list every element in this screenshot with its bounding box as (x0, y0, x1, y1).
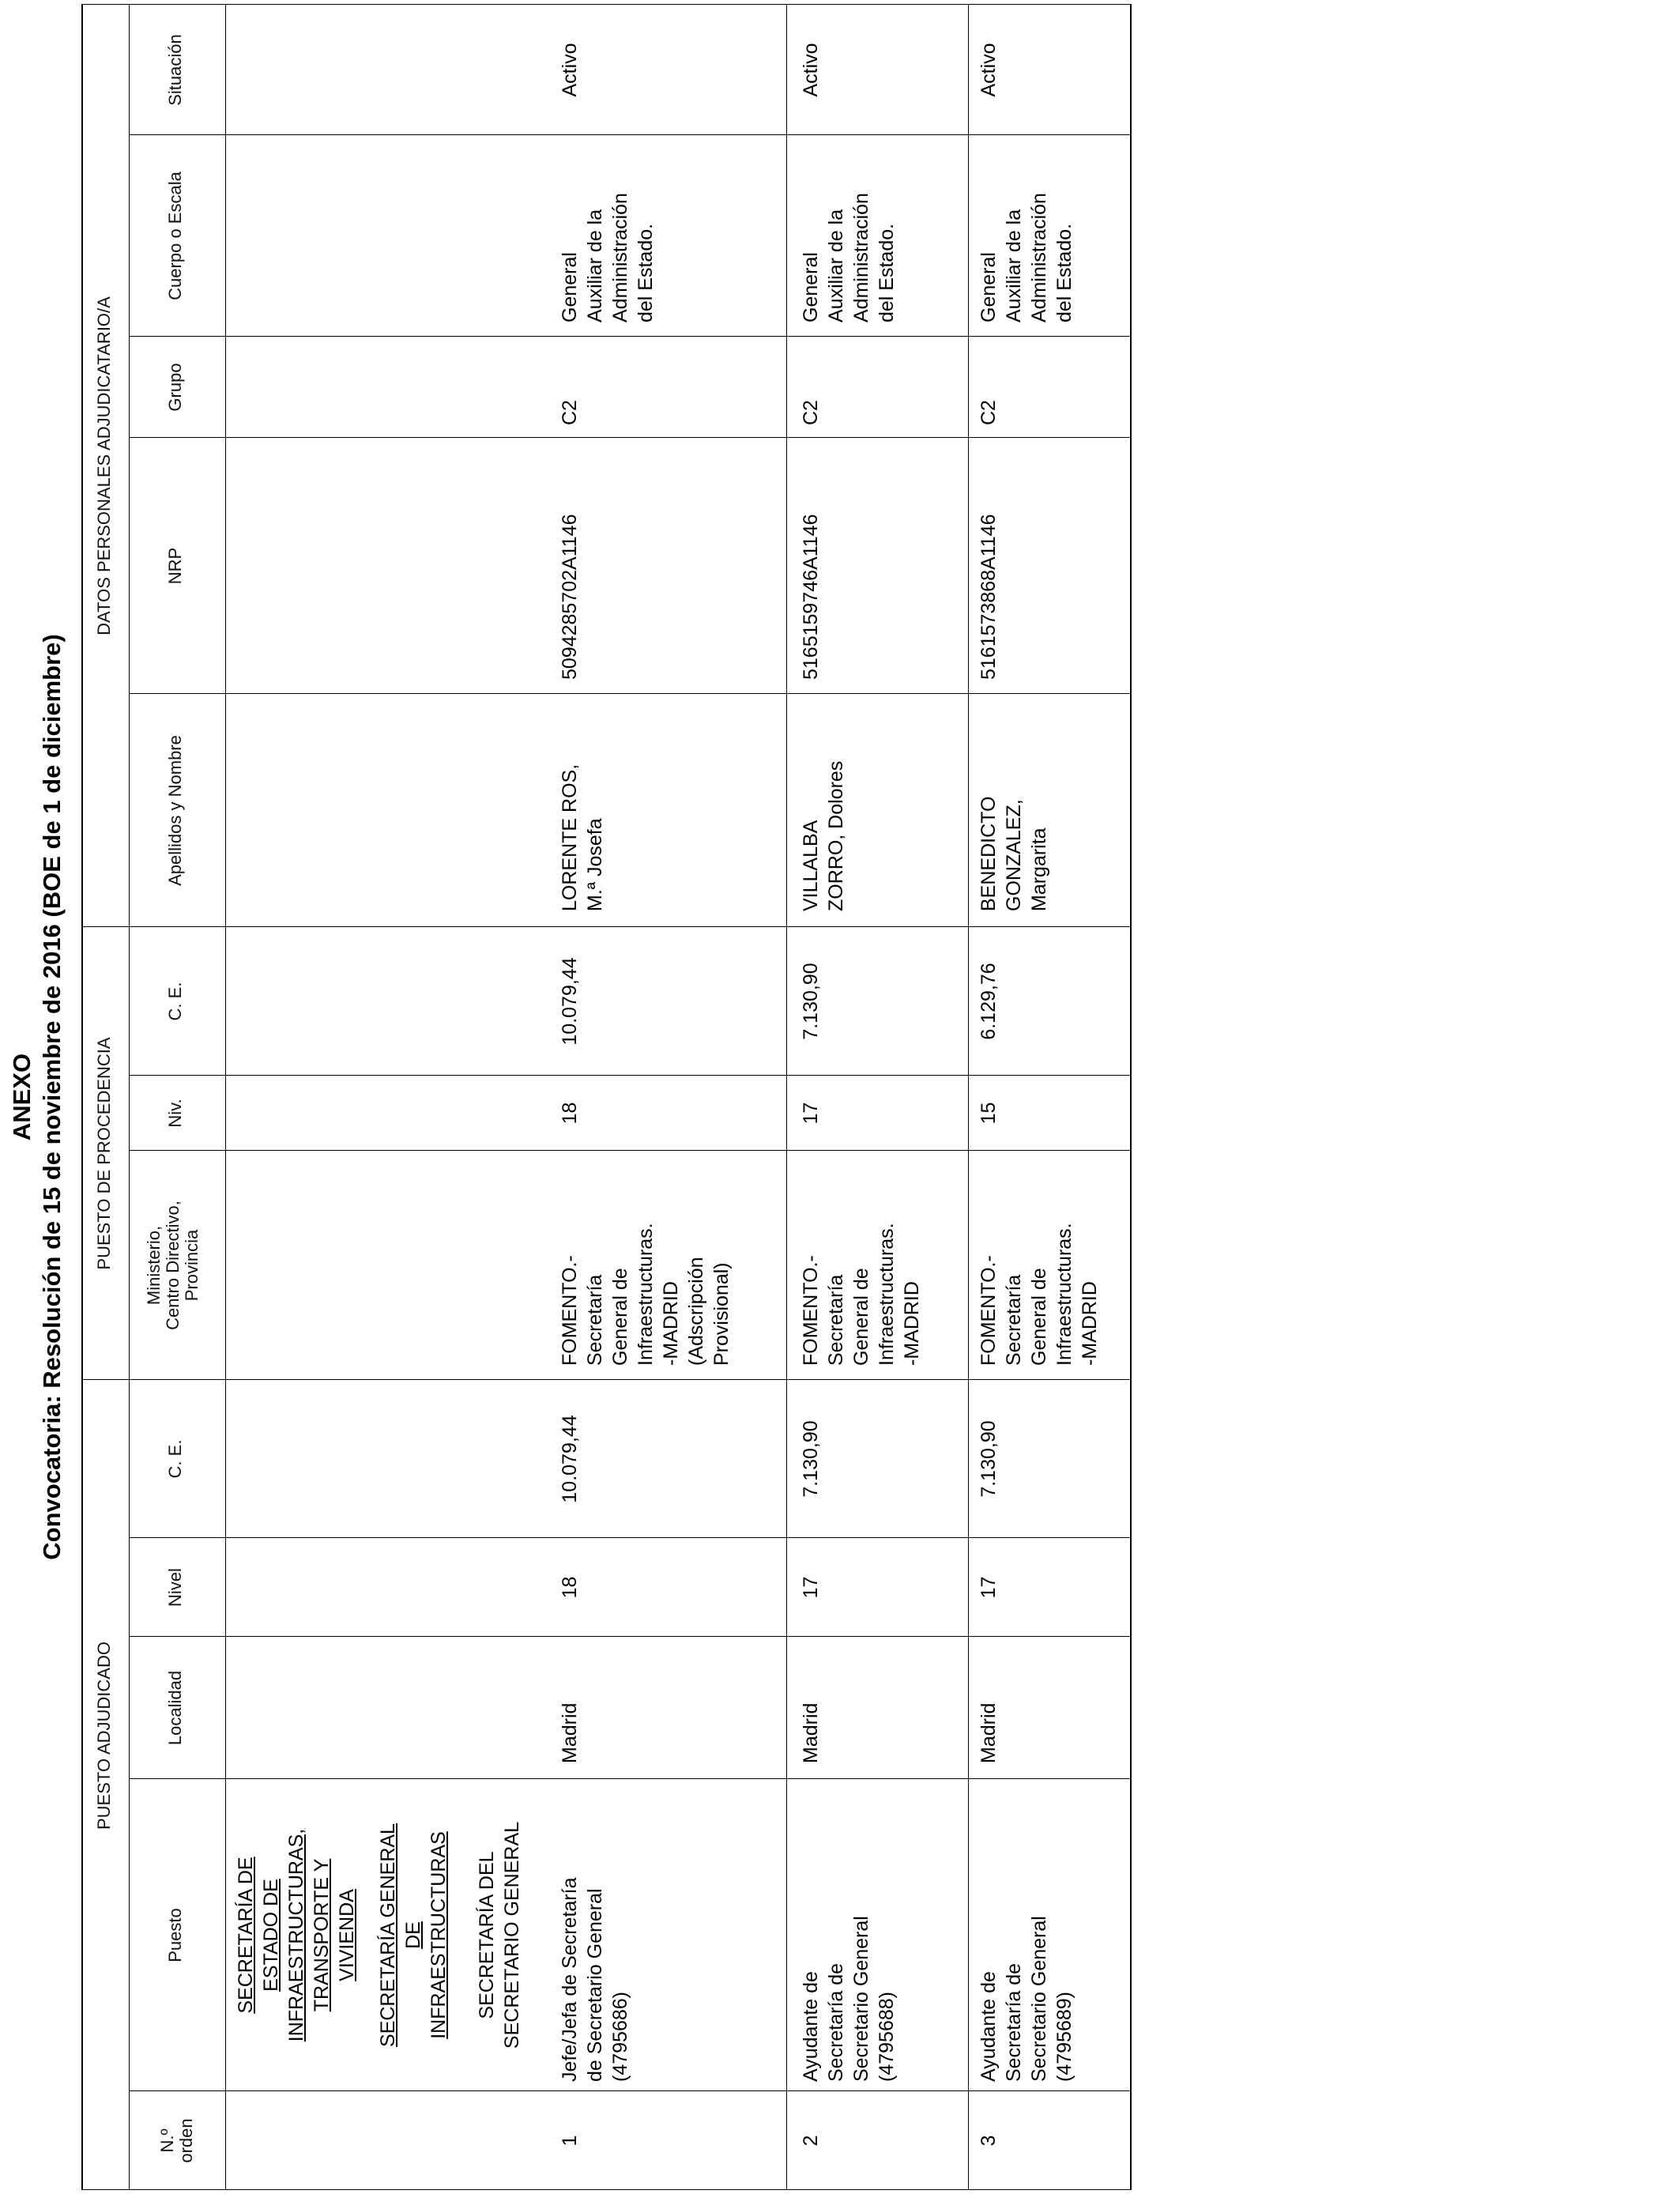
cell-cuerpo: General Auxiliar de la Administración del Estado. (800, 193, 898, 322)
cell-localidad: Madrid (977, 1702, 1000, 1763)
cell-situacion: Activo (977, 43, 1000, 97)
column-header-situacion: Situación (165, 34, 185, 106)
col-divider (129, 1778, 1130, 1779)
cell-puesto: Ayudante de Secretaría de Secretario General (4795688) (800, 1916, 898, 2082)
cell-niv: 15 (977, 1102, 1000, 1125)
section-heading: SECRETARÍA DEL SECRETARIO GENERAL (476, 1821, 523, 2049)
cell-puesto: Ayudante de Secretaría de Secretario General (4795689) (977, 1916, 1075, 2082)
cell-apellidos: VILLALBA ZORRO, Dolores (800, 760, 847, 911)
column-header-grupo: Grupo (165, 363, 185, 412)
column-header-ce: C. E. (165, 1439, 185, 1479)
group-header-datos-personales: DATOS PERSONALES ADJUDICATARIO/A (94, 296, 114, 635)
cell-nivel: 17 (800, 1576, 822, 1599)
column-header-nivel: Nivel (165, 1568, 185, 1607)
cell-situacion: Activo (559, 43, 581, 97)
cell-localidad: Madrid (559, 1702, 581, 1763)
group-header-puesto-adjudicado: PUESTO ADJUDICADO (94, 1642, 114, 1830)
cell-cuerpo: General Auxiliar de la Administración del Estado. (559, 193, 657, 322)
column-header-apellidos: Apellidos y Nombre (165, 735, 185, 886)
cell-nrp: 5161573868A1146 (977, 514, 1000, 680)
cell-puesto: Jefe/Jefa de Secretaría de Secretario General (4795686) (559, 1877, 631, 2082)
cell-apellidos: BENEDICTO GONZALEZ, Margarita (977, 796, 1050, 911)
column-header-localidad: Localidad (165, 1670, 185, 1746)
column-header-cuerpo: Cuerpo o Escala (165, 172, 185, 300)
cell-ce: 7.130,90 (800, 1420, 822, 1498)
cell-localidad: Madrid (800, 1702, 822, 1763)
document-subtitle: Convocatoria: Resolución de 15 de noviembre de 2016 (BOE de 1 de diciembre) (38, 634, 66, 1560)
cell-ministerio: FOMENTO.- Secretaría General de Infraestructuras. -MADRID (800, 1223, 923, 1366)
column-header-puesto: Puesto (165, 1908, 185, 1962)
header-rule (129, 4, 130, 2190)
cell-orden: 2 (800, 2135, 822, 2147)
cell-grupo: C2 (977, 400, 1000, 425)
column-header-ministerio: Ministerio, Centro Directivo, Provincia (144, 1201, 202, 1330)
table-right-border (81, 4, 1130, 5)
table-left-border (81, 2189, 1130, 2190)
section-heading: SECRETARÍA GENERAL DE INFRAESTRUCTURAS (377, 1823, 450, 2047)
section-heading: SECRETARÍA DE ESTADO DE INFRAESTRUCTURAS, TRANSPORTE Y VIVIENDA (235, 1828, 358, 2042)
cell-orden: 3 (977, 2135, 1000, 2147)
cell-ministerio: FOMENTO.- Secretaría General de Infraestructuras. -MADRID (Adscripción Provisional) (559, 1223, 733, 1366)
cell-cuerpo: General Auxiliar de la Administración del Estado. (977, 193, 1075, 322)
cell-grupo: C2 (559, 400, 581, 425)
table-bottom-border (1130, 4, 1132, 2190)
group-divider (81, 1379, 1130, 1380)
col-divider (129, 336, 1130, 337)
group-header-puesto-procedencia: PUESTO DE PROCEDENCIA (94, 1037, 114, 1270)
cell-nivel: 18 (559, 1576, 581, 1599)
cell-ce-procedencia: 10.079,44 (559, 957, 581, 1046)
document-title: ANEXO (8, 1053, 36, 1141)
cell-situacion: Activo (800, 43, 822, 97)
cell-niv: 17 (800, 1102, 822, 1125)
cell-apellidos: LORENTE ROS, M.ª Josefa (559, 763, 606, 911)
cell-ce-procedencia: 6.129,76 (977, 963, 1000, 1040)
cell-ce: 7.130,90 (977, 1420, 1000, 1498)
group-divider (81, 926, 1130, 927)
cell-nrp: 5094285702A1146 (559, 514, 581, 680)
cell-ministerio: FOMENTO.- Secretaría General de Infraestructuras. -MADRID (977, 1223, 1101, 1366)
column-header-ce-procedencia: C. E. (165, 982, 185, 1021)
column-header-niv: Niv. (165, 1099, 185, 1128)
row-separator (968, 4, 969, 2190)
body-rule (225, 4, 226, 2190)
table-top-border (81, 4, 83, 2190)
cell-nrp: 5165159746A1146 (800, 514, 822, 680)
cell-orden: 1 (559, 2135, 581, 2147)
cell-ce-procedencia: 7.130,90 (800, 963, 822, 1040)
row-separator (786, 4, 787, 2190)
cell-niv: 18 (559, 1102, 581, 1125)
cell-ce: 10.079,44 (559, 1415, 581, 1503)
cell-nivel: 17 (977, 1576, 1000, 1599)
column-header-orden: N.º orden (157, 2118, 196, 2163)
column-header-nrp: NRP (165, 547, 185, 585)
cell-grupo: C2 (800, 400, 822, 425)
col-divider (129, 437, 1130, 438)
